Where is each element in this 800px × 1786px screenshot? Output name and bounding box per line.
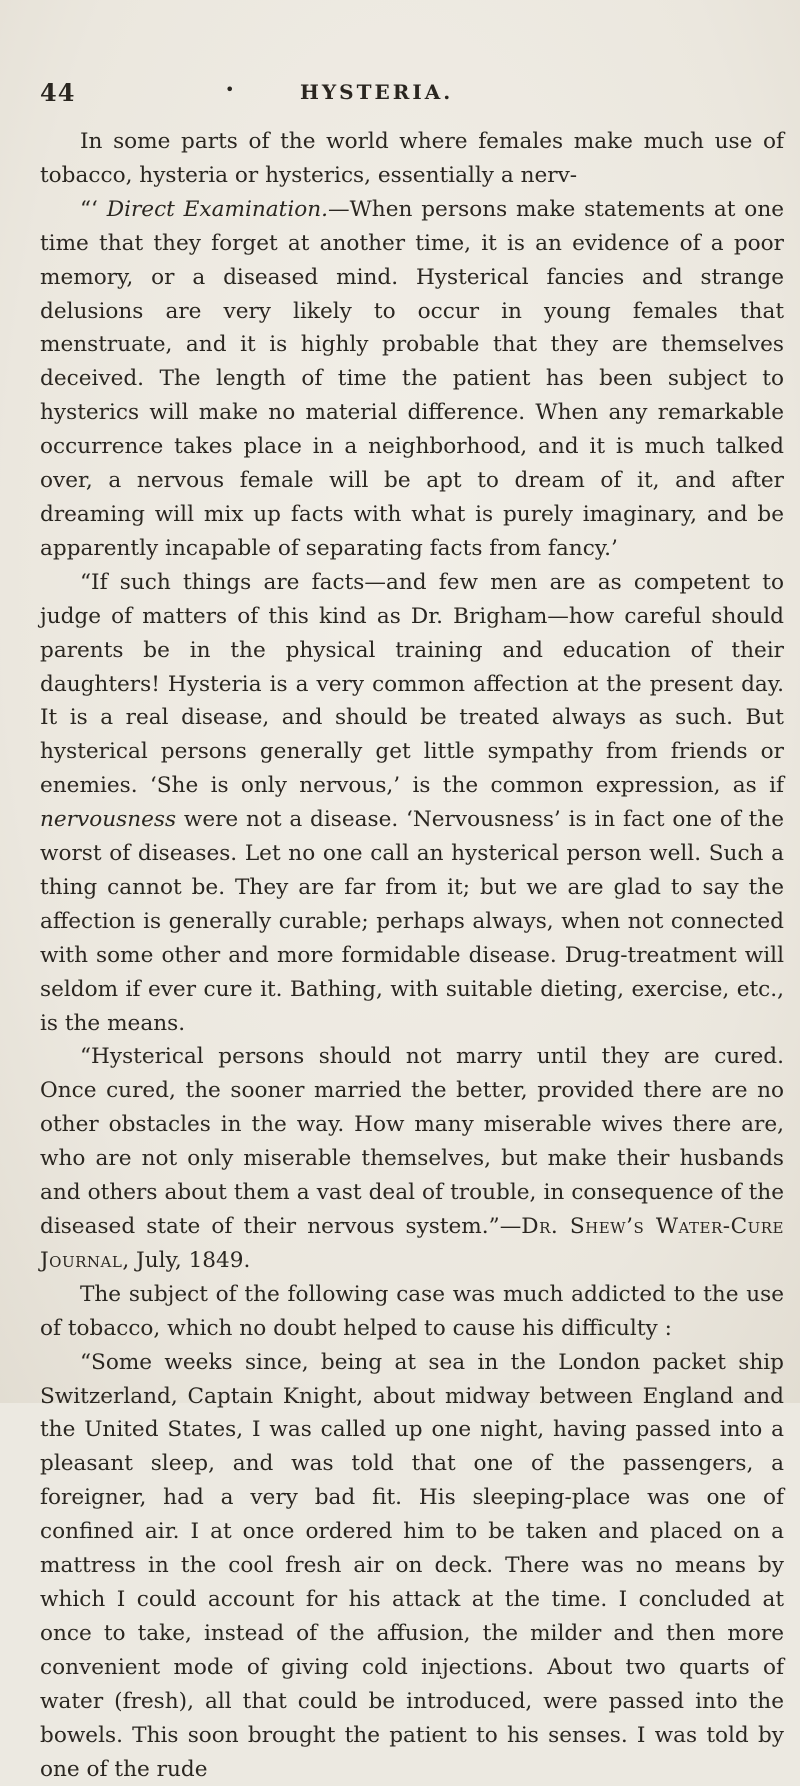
paragraph-1: In some parts of the world where females make much use of tobacco, hysteria or hysterics, essentially a nerv- <box>40 129 784 188</box>
page-number: 44 <box>40 78 76 107</box>
citation-source: Dr. Shew’s Water-Cure Journal <box>40 1214 784 1273</box>
paragraph-brigham <box>40 566 784 1041</box>
opening-quote: “‘ <box>80 196 98 222</box>
body-text <box>40 125 784 1786</box>
paragraph-marriage <box>40 1040 784 1277</box>
ornament-dot: • <box>225 80 235 99</box>
paragraph-case-narrative: “Some weeks since, being at sea in the London packet ship Switzerland, Captain Knight, about midway between England and the United States, I was called up one night, having passed into a pleasant sleep, and was told that one of the passengers, a foreigner, had a very bad fit. His sleeping-place was one of confined air. I at once ordered him to be taken and placed on a mattress in the cool fresh air on deck. There was no means by which I could account for his attack at the time. I concluded at once to take, instead of the affusion, the milder and then more convenient mode of giving cold injections. About two quarts of water (fresh), all that could be introduced, were passed into the bowels. This soon brought the patient to his senses. I was told by one of the rude <box>40 1349 784 1782</box>
paragraph-4-body: “Hysterical persons should not marry until they are cured. Once cured, the sooner married the better, provided there are no other obstacles in the way. How many miserable wives there are, who are not only miserable themselves, but make their husbands and others about them a vast deal of trouble, in consequence of the diseased state of their nervous system.”— <box>40 1044 784 1239</box>
italic-nervousness: nervousness <box>40 807 177 833</box>
paragraph-2-body: —When persons make statements at one time that they forget at another time, it is an evidence of a poor memory, or a diseased mind. Hysterical fancies and strange delusions are very likely to occur in young females that menstruate, and it is highly probable that they are themselves deceived. The length of time the patient has been subject to hysterics will make no material difference. When any remarkable occurrence takes place in a neighborhood, and it is much talked over, a nervous female will be apt to dream of it, and after dreaming will mix up facts with what is purely imaginary, and be apparently incapable of separating facts from fancy.’ <box>40 196 784 561</box>
paragraph-case-intro: The subject of the following case was much addicted to the use of tobacco, which no doubt helped to cause his difficulty : <box>40 1281 784 1341</box>
paragraph-3-part-a: “If such things are facts—and few men are as competent to judge of matters of this kind as Dr. Brigham—how careful should parents be in the physical training and education of their daughters! Hysteria is a very common affection at the present day. It is a real disease, and should be treated always as such. But hysterical persons generally get little sympathy from friends or enemies. ‘She is only nervous,’ is the common expression, as if <box>40 569 784 799</box>
paragraph-3-part-b: were not a disease. ‘Nervousness’ is in fact one of the worst of diseases. Let no one call an hysterical person well. Such a thing cannot be. They are far from it; but we are glad to say the affection is generally curable; perhaps always, when not connected with some other and more formidable disease. Drug-treatment will seldom if ever cure it. Bathing, with suitable dieting, exercise, etc., is the means. <box>40 807 784 1036</box>
paragraph-direct-examination <box>40 193 784 566</box>
running-head <box>40 78 780 114</box>
running-title: HYSTERIA. <box>300 80 454 104</box>
section-heading-direct-examination: Direct Examination. <box>106 196 329 222</box>
citation-date: , July, 1849. <box>122 1247 251 1273</box>
